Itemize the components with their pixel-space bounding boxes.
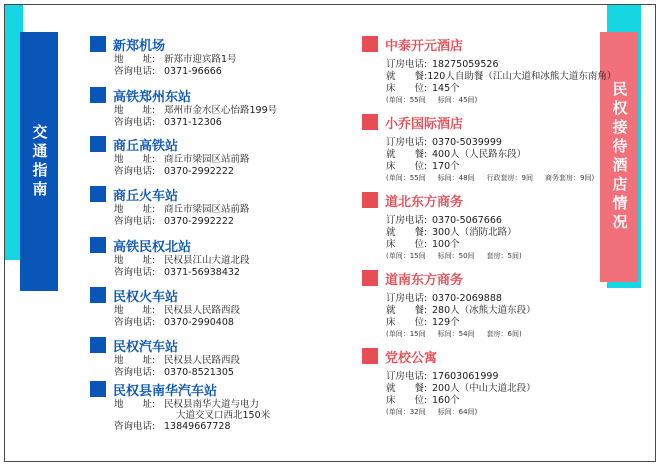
room-count: 标间：50间 [437,252,475,260]
hotel-entry [362,190,602,268]
left-title-panel [20,32,58,291]
address-value: 民权县江山大道北段 [164,255,250,266]
transport-entry [90,184,340,235]
dining-label: 就 餐: [386,149,428,160]
phone-label: 咨询电话: [114,216,156,227]
room-breakdown [362,407,602,417]
bullet-square [90,136,106,152]
dining-label: 就 餐: [386,227,428,238]
phone-label: 咨询电话: [114,317,156,328]
beds-value: 160个 [432,395,460,406]
hotel-entry [362,346,602,417]
bullet-square [90,36,106,52]
room-count: 标间：54间 [437,330,475,338]
transport-name: 高铁民权北站 [113,239,192,255]
bullet-square [90,87,106,103]
address-label: 地 址: [114,204,156,215]
dining-value: 300人（消防北路） [432,227,517,238]
phone-label: 咨询电话: [114,166,156,177]
beds-label: 床 位: [386,83,428,94]
bullet-square [362,270,378,286]
dining-value: 280人（冰熊大道东段） [432,305,536,316]
room-breakdown [362,173,602,183]
booking-phone-label: 订房电话: [386,215,428,226]
room-breakdown [362,251,602,261]
address-label: 地 址: [114,154,156,165]
transport-list [90,34,340,433]
address-value: 商丘市梁园区站前路 [164,154,250,165]
dining-value: 400人（人民路东段） [432,149,527,160]
address-label: 地 址: [114,54,156,65]
hotel-list [362,34,617,417]
hotel-name: 道南东方商务 [385,272,464,288]
bullet-square [90,186,106,202]
booking-phone-value: 17603061999 [432,371,499,382]
address-value: 民权县人民路西段 [164,355,241,366]
transport-name: 民权火车站 [113,289,179,305]
bullet-square [90,287,106,303]
room-breakdown [362,329,602,339]
address-value: 郑州市金水区心怡路199号 [164,105,278,116]
room-count: (单间：15间 [386,330,426,338]
beds-value: 129个 [432,317,460,328]
hotel-entry [362,34,617,112]
transport-name: 商丘高铁站 [113,138,179,154]
transport-name: 商丘火车站 [113,188,179,204]
phone-value: 0370-2990408 [164,317,234,328]
bullet-square [362,114,378,130]
dining-label: 就 餐: [386,305,428,316]
transport-entry [90,379,340,433]
right-title: 民权接待酒店情况 [610,81,629,233]
beds-label: 床 位: [386,239,428,250]
room-count: (单间：55间 [386,96,426,104]
room-count: 商务套房：9间) [545,174,595,182]
left-title: 交通指南 [30,123,49,200]
hotel-name: 中泰开元酒店 [385,38,464,54]
room-count: (单间：55间 [386,174,426,182]
address-label: 地 址: [114,305,156,316]
address-label: 地 址: [114,255,156,266]
bullet-square [90,381,106,397]
right-title-panel [600,32,638,282]
transport-entry [90,285,340,335]
transport-name: 民权县南华汽车站 [113,383,218,399]
transport-entry [90,134,340,184]
booking-phone-label: 订房电话: [386,59,428,70]
beds-label: 床 位: [386,317,428,328]
room-count: 标间：45间) [437,96,478,104]
room-count: 标间：48间 [437,174,475,182]
dining-value: 200人（中山大道北段） [432,383,536,394]
beds-value: 145个 [432,83,460,94]
dining-label: 就 餐: [386,71,428,82]
booking-phone-value: 0370-2069888 [432,293,502,304]
bullet-square [90,237,106,253]
booking-phone-label: 订房电话: [386,137,428,148]
phone-label: 咨询电话: [114,66,156,77]
transport-entry [90,34,340,85]
hotel-name: 道北东方商务 [385,194,464,210]
booking-phone-label: 订房电话: [386,371,428,382]
phone-value: 13849667728 [164,421,231,432]
room-count: 标间：64间) [437,408,478,416]
bullet-square [362,348,378,364]
phone-label: 咨询电话: [114,117,156,128]
bullet-square [362,36,378,52]
address-value: 新郑市迎宾路1号 [164,54,237,65]
booking-phone-value: 0370-5067666 [432,215,502,226]
room-count: 套房：5间) [486,252,522,260]
transport-name: 高铁郑州东站 [113,89,192,105]
address-label: 地 址: [114,105,156,116]
dining-label: 就 餐: [386,383,428,394]
transport-entry [90,235,340,285]
phone-label: 咨询电话: [114,267,156,278]
room-count: 套房：6间) [486,330,522,338]
phone-value: 0371-12306 [164,117,222,128]
address-line-2: 大道交叉口西北150米 [176,410,271,421]
room-count: (单间：15间 [386,252,426,260]
address-value [164,399,270,421]
room-breakdown [362,95,602,105]
room-count: 行政套房：9间 [486,174,534,182]
address-line-1: 民权县南华大道与电力 [164,399,260,410]
beds-label: 床 位: [386,395,428,406]
address-label: 地 址: [114,399,156,410]
beds-value: 170个 [432,161,460,172]
beds-value: 100个 [432,239,460,250]
booking-phone-label: 订房电话: [386,293,428,304]
address-value: 商丘市梁园区站前路 [164,204,250,215]
phone-value: 0370-2992222 [164,166,234,177]
transport-entry [90,85,340,134]
transport-entry [90,335,340,379]
phone-label: 咨询电话: [114,421,156,432]
bullet-square [362,192,378,208]
hotel-name: 党校公寓 [385,350,438,366]
hotel-entry [362,112,602,190]
phone-value: 0371-56938432 [164,267,240,278]
dining-value: 120人自助餐（江山大道和冰熊大道东南角） [427,71,617,82]
phone-value: 0370-8521305 [164,367,234,378]
phone-label: 咨询电话: [114,367,156,378]
transport-name: 民权汽车站 [113,339,179,355]
beds-label: 床 位: [386,161,428,172]
address-label: 地 址: [114,355,156,366]
phone-value: 0371-96666 [164,66,222,77]
phone-value: 0370-2992222 [164,216,234,227]
address-value: 民权县人民路西段 [164,305,241,316]
booking-phone-value: 0370-5039999 [432,137,502,148]
transport-name: 新郑机场 [113,38,166,54]
room-count: (单间：32间 [386,408,426,416]
booking-phone-value: 18275059526 [432,59,499,70]
bullet-square [90,337,106,353]
hotel-name: 小乔国际酒店 [385,116,464,132]
hotel-entry [362,268,602,346]
